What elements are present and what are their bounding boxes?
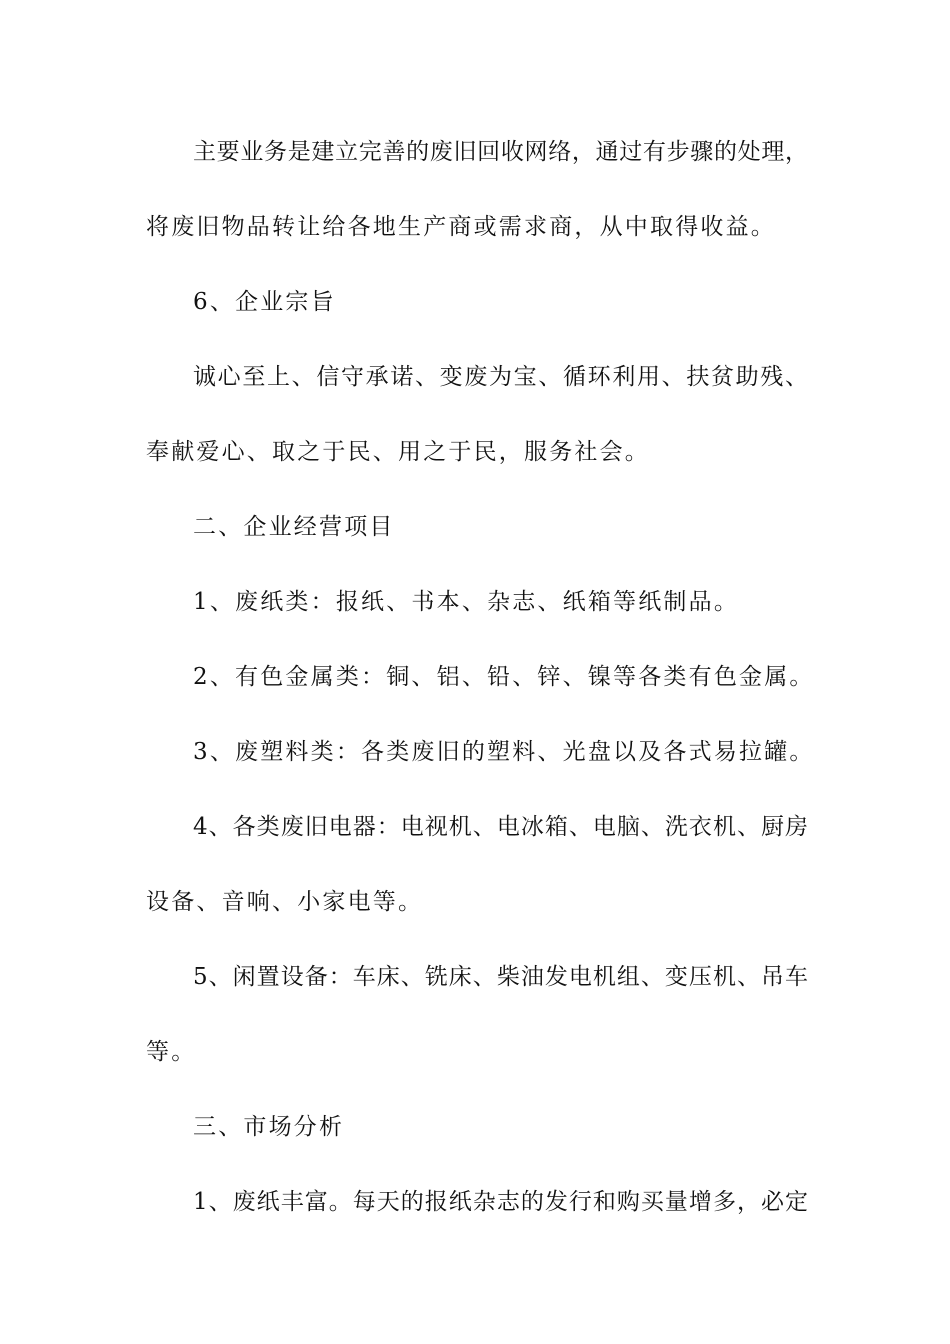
section-heading: 三、市场分析 (193, 1114, 345, 1140)
list-item: 4、各类废旧电器：电视机、电冰箱、电脑、洗衣机、厨房 (193, 814, 808, 840)
list-item: 1、废纸类：报纸、书本、杂志、纸箱等纸制品。 (193, 589, 740, 615)
paragraph-line: 主要业务是建立完善的废旧回收网络，通过有步骤的处理， (193, 139, 808, 165)
paragraph-line: 将废旧物品转让给各地生产商或需求商，从中取得收益。 (146, 214, 776, 240)
paragraph-line: 奉献爱心、取之于民、用之于民，服务社会。 (146, 439, 650, 465)
list-item: 2、有色金属类：铜、铝、铅、锌、镍等各类有色金属。 (193, 664, 815, 690)
list-item-continuation: 等。 (146, 1039, 197, 1065)
section-heading: 二、企业经营项目 (193, 514, 395, 540)
paragraph-line: 1、废纸丰富。每天的报纸杂志的发行和购买量增多，必定 (193, 1189, 808, 1215)
list-item: 5、闲置设备：车床、铣床、柴油发电机组、变压机、吊车 (193, 964, 808, 990)
section-heading: 6、企业宗旨 (193, 289, 336, 315)
paragraph-line: 诚心至上、信守承诺、变废为宝、循环利用、扶贫助残、 (193, 364, 808, 390)
list-item: 3、废塑料类：各类废旧的塑料、光盘以及各式易拉罐。 (193, 739, 815, 765)
list-item-continuation: 设备、音响、小家电等。 (146, 889, 424, 915)
